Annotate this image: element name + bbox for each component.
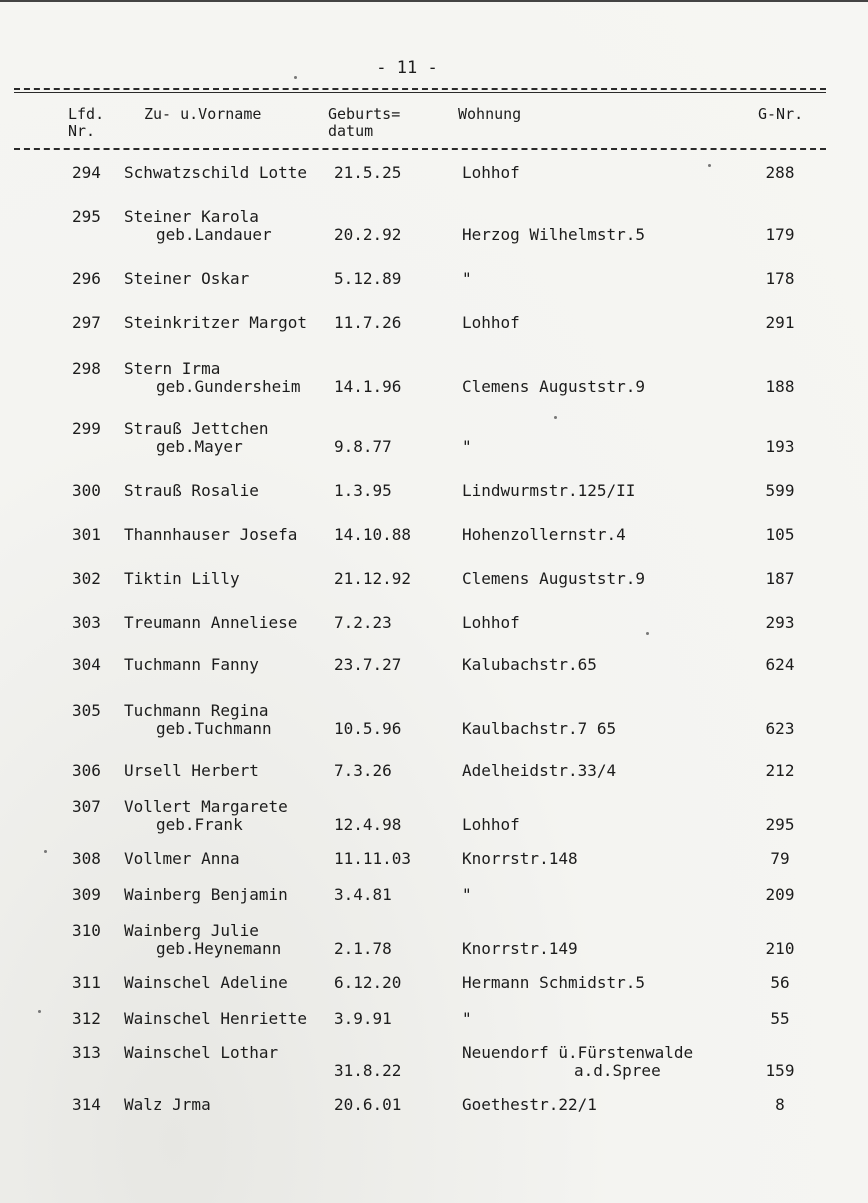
scan-speck bbox=[708, 164, 711, 167]
row-number: 306 bbox=[72, 761, 101, 780]
row-number: 311 bbox=[72, 973, 101, 992]
person-name: Strauß Rosalie bbox=[124, 481, 259, 500]
row-number: 295 bbox=[72, 207, 101, 226]
person-name: Thannhauser Josefa bbox=[124, 525, 298, 544]
header-top-rule-2 bbox=[14, 92, 826, 93]
header-nr-line-2: Nr. bbox=[68, 122, 96, 140]
maiden-name: geb.Landauer bbox=[156, 225, 272, 244]
birth-date: 11.11.03 bbox=[334, 849, 412, 868]
person-name: Vollmer Anna bbox=[124, 849, 240, 868]
table-row bbox=[0, 974, 868, 1014]
address: " bbox=[462, 437, 472, 456]
person-name: Ursell Herbert bbox=[124, 761, 259, 780]
birth-date: 20.6.01 bbox=[334, 1095, 402, 1114]
g-number: 8 bbox=[775, 1095, 785, 1114]
address: " bbox=[462, 269, 472, 288]
header-date-line-1: Geburts= bbox=[328, 105, 401, 123]
address: Lindwurmstr.125/II bbox=[462, 481, 636, 500]
table-row bbox=[0, 314, 868, 354]
g-number: 291 bbox=[765, 313, 795, 332]
scan-speck bbox=[294, 76, 297, 79]
address: Herzog Wilhelmstr.5 bbox=[462, 225, 646, 244]
header-address: Wohnung bbox=[458, 105, 522, 123]
address: Clemens Auguststr.9 bbox=[462, 377, 646, 396]
birth-date: 7.3.26 bbox=[334, 761, 392, 780]
person-name: Wainschel Lothar bbox=[124, 1043, 279, 1062]
birth-date: 9.8.77 bbox=[334, 437, 392, 456]
address: Adelheidstr.33/4 bbox=[462, 761, 617, 780]
address: Lohhof bbox=[462, 815, 520, 834]
row-number: 302 bbox=[72, 569, 101, 588]
header-nr bbox=[68, 106, 104, 140]
person-name: Stern Irma bbox=[124, 359, 221, 378]
g-number: 599 bbox=[765, 481, 795, 500]
table-row bbox=[0, 208, 868, 248]
row-number: 294 bbox=[72, 163, 101, 182]
address: Kalubachstr.65 bbox=[462, 655, 597, 674]
person-name: Walz Jrma bbox=[124, 1095, 211, 1114]
g-number: 193 bbox=[765, 437, 795, 456]
table-row bbox=[0, 482, 868, 522]
row-number: 313 bbox=[72, 1043, 101, 1062]
g-number: 624 bbox=[765, 655, 795, 674]
address: Lohhof bbox=[462, 613, 520, 632]
person-name: Steinkritzer Margot bbox=[124, 313, 308, 332]
address: a.d.Spree bbox=[574, 1061, 661, 1080]
row-number: 310 bbox=[72, 921, 101, 940]
birth-date: 23.7.27 bbox=[334, 655, 402, 674]
header-top-rule bbox=[14, 88, 826, 90]
row-number: 301 bbox=[72, 525, 101, 544]
address: Knorrstr.149 bbox=[462, 939, 578, 958]
address: Lohhof bbox=[462, 163, 520, 182]
birth-date: 6.12.20 bbox=[334, 973, 402, 992]
table-row bbox=[0, 526, 868, 566]
address: " bbox=[462, 885, 472, 904]
address: Hohenzollernstr.4 bbox=[462, 525, 626, 544]
birth-date: 14.1.96 bbox=[334, 377, 402, 396]
page-number: - 11 - bbox=[376, 58, 438, 78]
table-row bbox=[0, 360, 868, 400]
table-row bbox=[0, 1044, 868, 1084]
g-number: 623 bbox=[765, 719, 795, 738]
row-number: 307 bbox=[72, 797, 101, 816]
row-number: 305 bbox=[72, 701, 101, 720]
table-row bbox=[0, 570, 868, 610]
birth-date: 14.10.88 bbox=[334, 525, 412, 544]
row-number: 312 bbox=[72, 1009, 101, 1028]
header-date-line-2: datum bbox=[328, 122, 374, 140]
g-number: 159 bbox=[765, 1061, 795, 1080]
row-number: 298 bbox=[72, 359, 101, 378]
g-number: 179 bbox=[765, 225, 795, 244]
person-name: Wainschel Adeline bbox=[124, 973, 288, 992]
birth-date: 31.8.22 bbox=[334, 1061, 402, 1080]
person-name: Strauß Jettchen bbox=[124, 419, 269, 438]
maiden-name: geb.Heynemann bbox=[156, 939, 282, 958]
g-number: 295 bbox=[765, 815, 795, 834]
header-nr-line-1: Lfd. bbox=[68, 105, 105, 123]
birth-date: 12.4.98 bbox=[334, 815, 402, 834]
table-row bbox=[0, 886, 868, 926]
address: " bbox=[462, 1009, 472, 1028]
address: Neuendorf ü.Fürstenwalde bbox=[462, 1043, 694, 1062]
scan-speck bbox=[38, 1010, 41, 1013]
birth-date: 21.5.25 bbox=[334, 163, 402, 182]
address: Goethestr.22/1 bbox=[462, 1095, 597, 1114]
birth-date: 1.3.95 bbox=[334, 481, 392, 500]
g-number: 79 bbox=[770, 849, 790, 868]
birth-date: 2.1.78 bbox=[334, 939, 392, 958]
birth-date: 11.7.26 bbox=[334, 313, 402, 332]
birth-date: 5.12.89 bbox=[334, 269, 402, 288]
person-name: Steiner Oskar bbox=[124, 269, 250, 288]
scan-edge-line bbox=[0, 0, 868, 2]
row-number: 314 bbox=[72, 1095, 101, 1114]
row-number: 299 bbox=[72, 419, 101, 438]
birth-date: 21.12.92 bbox=[334, 569, 412, 588]
row-number: 309 bbox=[72, 885, 101, 904]
header-date bbox=[328, 106, 400, 140]
birth-date: 7.2.23 bbox=[334, 613, 392, 632]
person-name: Wainschel Henriette bbox=[124, 1009, 308, 1028]
scan-speck bbox=[646, 632, 649, 635]
g-number: 55 bbox=[770, 1009, 790, 1028]
maiden-name: geb.Tuchmann bbox=[156, 719, 272, 738]
person-name: Tuchmann Fanny bbox=[124, 655, 259, 674]
row-number: 297 bbox=[72, 313, 101, 332]
table-row bbox=[0, 702, 868, 742]
g-number: 178 bbox=[765, 269, 795, 288]
person-name: Tiktin Lilly bbox=[124, 569, 240, 588]
maiden-name: geb.Mayer bbox=[156, 437, 243, 456]
birth-date: 3.4.81 bbox=[334, 885, 392, 904]
birth-date: 3.9.91 bbox=[334, 1009, 392, 1028]
g-number: 288 bbox=[765, 163, 795, 182]
address: Knorrstr.148 bbox=[462, 849, 578, 868]
header-g-nr: G-Nr. bbox=[758, 105, 804, 123]
scan-speck bbox=[44, 850, 47, 853]
person-name: Steiner Karola bbox=[124, 207, 259, 226]
table-row bbox=[0, 1096, 868, 1136]
g-number: 212 bbox=[765, 761, 795, 780]
g-number: 188 bbox=[765, 377, 795, 396]
header-bottom-rule bbox=[14, 148, 826, 150]
address: Lohhof bbox=[462, 313, 520, 332]
header-name: Zu- u.Vorname bbox=[144, 105, 262, 123]
g-number: 210 bbox=[765, 939, 795, 958]
birth-date: 10.5.96 bbox=[334, 719, 402, 738]
table-row bbox=[0, 762, 868, 802]
person-name: Tuchmann Regina bbox=[124, 701, 269, 720]
person-name: Treumann Anneliese bbox=[124, 613, 298, 632]
address: Clemens Auguststr.9 bbox=[462, 569, 646, 588]
birth-date: 20.2.92 bbox=[334, 225, 402, 244]
row-number: 303 bbox=[72, 613, 101, 632]
g-number: 187 bbox=[765, 569, 795, 588]
maiden-name: geb.Frank bbox=[156, 815, 243, 834]
person-name: Wainberg Benjamin bbox=[124, 885, 288, 904]
row-number: 300 bbox=[72, 481, 101, 500]
address: Hermann Schmidstr.5 bbox=[462, 973, 646, 992]
person-name: Vollert Margarete bbox=[124, 797, 288, 816]
row-number: 308 bbox=[72, 849, 101, 868]
address: Kaulbachstr.7 65 bbox=[462, 719, 617, 738]
table-row bbox=[0, 922, 868, 962]
table-row bbox=[0, 850, 868, 890]
person-name: Schwatzschild Lotte bbox=[124, 163, 308, 182]
g-number: 56 bbox=[770, 973, 790, 992]
g-number: 209 bbox=[765, 885, 795, 904]
table-row bbox=[0, 270, 868, 310]
person-name: Wainberg Julie bbox=[124, 921, 259, 940]
table-row bbox=[0, 614, 868, 654]
table-row bbox=[0, 420, 868, 460]
row-number: 304 bbox=[72, 655, 101, 674]
scan-speck bbox=[554, 416, 557, 419]
g-number: 293 bbox=[765, 613, 795, 632]
table-row bbox=[0, 164, 868, 204]
g-number: 105 bbox=[765, 525, 795, 544]
maiden-name: geb.Gundersheim bbox=[156, 377, 301, 396]
table-row bbox=[0, 656, 868, 696]
table-row bbox=[0, 798, 868, 838]
row-number: 296 bbox=[72, 269, 101, 288]
